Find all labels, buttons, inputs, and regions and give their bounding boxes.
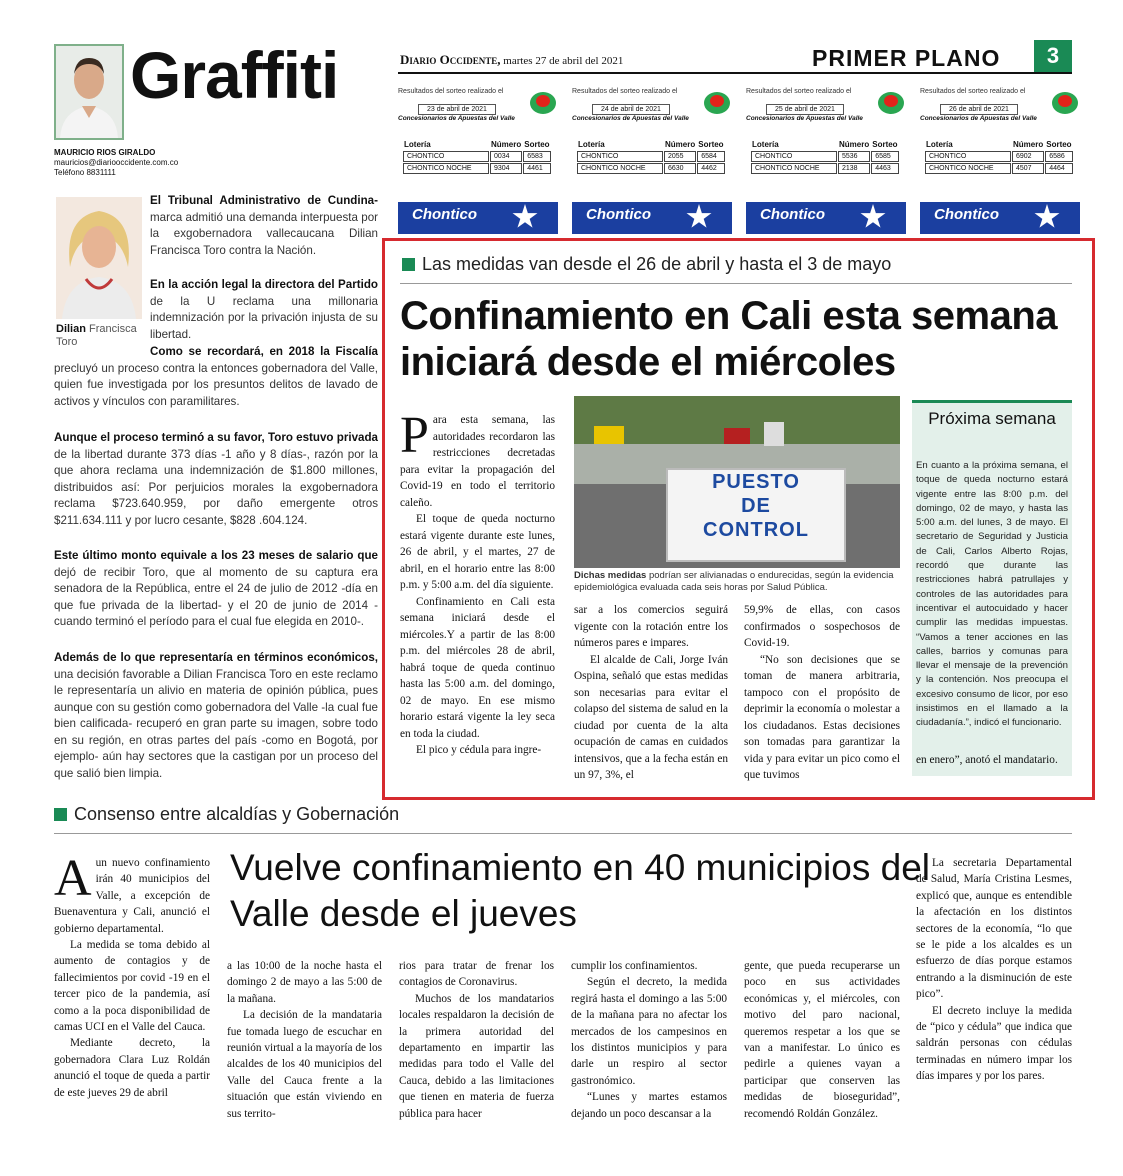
bottom-c4: cumplir los confinamientos. [571, 960, 698, 972]
draw-date: 24 de abril de 2021 [592, 104, 670, 115]
feature-column-4-end: en enero”, anotó el mandatario. [916, 754, 1058, 766]
feature-c3-p2: “No son decisiones que se toman de manera arbitraria, tampoco con el propósito de deprimir la economía o molestar a los ciudadanos. Estas decisiones son tomadas para garantizar la vida y para evitar un pico como el que tuvimos [744, 653, 900, 781]
lottery-name: CHONTICO NOCHE [403, 163, 489, 174]
lottery-draw: 4463 [871, 163, 898, 174]
lottery-row [751, 163, 899, 174]
brand-name: Chontico [934, 206, 999, 223]
lottery-draw: 6583 [523, 151, 550, 162]
chontico-banner [746, 202, 906, 234]
feature-headline: Confinamiento en Cali esta semana iniciará desde el miércoles [400, 294, 1058, 384]
chontico-banner [572, 202, 732, 234]
sign-line-2: DE [741, 495, 771, 517]
col-loteria: Lotería [926, 140, 953, 149]
lottery-number: 2055 [664, 151, 696, 162]
column-title: Graffiti [130, 38, 339, 112]
paper-name: Diario Occidente, [400, 52, 501, 67]
feature-c1-p4: El pico y cédula para ingre- [416, 744, 542, 756]
col-numero: Número [1013, 140, 1044, 149]
brand-name: Chontico [586, 206, 651, 223]
bottom-c5: gente, que pueda recuperarse un poco en sus actividades económicas y, el miércoles, con motivo del paro nacional, queremos respetar a los que se van a manifestar. Lo único es pedirle a quienes vayan a participar que conserven las medidas de bioseguridad”, recomendó Roldán González. [744, 960, 900, 1120]
caption-lead: Dichas medidas [574, 570, 647, 581]
chontico-banner [920, 202, 1080, 234]
bottom-c3: rios para tratar de frenar los contagios de Coronavirus. [399, 960, 554, 989]
lottery-number: 0034 [490, 151, 522, 162]
col-numero: Número [491, 140, 522, 149]
feature-kicker [402, 254, 891, 275]
green-square-icon [54, 808, 67, 821]
p1-rest: marca admitió una demanda interpuesta por la exgobernadora vallecaucana Dilian Francisca Toro contra la Nación. [150, 210, 378, 257]
lottery-row [403, 163, 551, 174]
juegos-logo-icon [704, 92, 730, 114]
lottery-row [577, 151, 725, 162]
bottom-c4-p2: Según el decreto, la medida regirá hasta el domingo a las 5:00 de la mañana para no afectar los mercados de los campesinos en los distintos municipios y para darle un respiro al sector gastronómico. [571, 976, 727, 1087]
bottom-c1-p1: un nuevo confinamiento irán 40 municipios del Valle, a excepción de Buenaventura y Cali, anunció el gobierno departamental. [54, 857, 210, 935]
dropcap: P [400, 407, 429, 464]
column-paragraph-3 [54, 344, 378, 410]
p2-lead: En la acción legal la directora del Partido [150, 278, 378, 291]
lottery-number: 6902 [1012, 151, 1044, 162]
concession-label: Concesionarios de Apuestas del Valle [746, 115, 863, 122]
p1-lead: El Tribunal Administrativo de Cundina- [150, 194, 378, 207]
results-label: Resultados del sorteo realizado el [746, 88, 852, 95]
column-paragraph-4 [54, 430, 378, 529]
juegos-logo-icon [530, 92, 556, 114]
juegos-logo-icon [878, 92, 904, 114]
p3-lead: Como se recordará, en 2018 la Fiscalía [150, 345, 378, 358]
sign-line-1: PUESTO [712, 471, 800, 493]
lottery-number: 9304 [490, 163, 522, 174]
bottom-c2-p2: La decisión de la mandataria fue tomada luego de escuchar en reunión virtual a la mayoría de los alcaldes de los 40 municipios del Valle del Cauca frente a la situación que están viviendo en sus territo- [227, 1009, 382, 1120]
feature-c2-p1: sar a los comercios seguirá vigente con la rotación entre los números pares e impares. [574, 604, 728, 649]
p5-lead: Este último monto equivale a los 23 meses de salario que [54, 549, 378, 562]
green-square-icon [402, 258, 415, 271]
col-loteria: Lotería [404, 140, 431, 149]
feature-column-1 [400, 407, 555, 759]
column-paragraph-1 [150, 193, 378, 259]
feature-column-2 [574, 602, 728, 784]
p2-rest: de la U reclama una millonaria indemnización por la privación injusta de su libertad. [150, 294, 378, 341]
star-icon [686, 204, 712, 230]
column-paragraph-6 [54, 650, 378, 782]
lottery-number: 2138 [838, 163, 870, 174]
header-rule [398, 72, 1072, 74]
star-icon [860, 204, 886, 230]
bottom-c6-p2: El decreto incluye la medida de “pico y cédula” que indica que saldrán personas con cédulas terminadas en número impar los días impares y por los pares. [916, 1004, 1072, 1083]
lottery-card [398, 88, 558, 238]
dropcap: A [54, 850, 92, 907]
lottery-name: CHONTICO [925, 151, 1011, 162]
date-text: martes 27 de abril del 2021 [500, 55, 624, 67]
caption-rest: Francisca Toro [56, 323, 137, 348]
col-loteria: Lotería [578, 140, 605, 149]
author-phone: Teléfono 8831111 [54, 168, 116, 177]
lottery-row [925, 151, 1073, 162]
brand-name: Chontico [760, 206, 825, 223]
bottom-c6-p1: La secretaria Departamental de Salud, María Cristina Lesmes, explicó que, aunque es entendible la afectación en los distintos sectores de la economía, “lo que se le pide a los alcaldes es un esfuerzo de días porque estamos entrando a la disminución de este pico”. [916, 857, 1072, 1001]
lottery-row [925, 163, 1073, 174]
caption-rest: podrían ser alivianadas o endurecidas, según la evidencia epidemiológica evaluada cada seis horas por Salud Pública. [574, 570, 894, 593]
col-sorteo: Sorteo [524, 140, 550, 149]
lottery-draw: 4462 [697, 163, 724, 174]
lottery-number: 6630 [664, 163, 696, 174]
p4-lead: Aunque el proceso terminó a su favor, Toro estuvo privada [54, 431, 378, 444]
feature-c3-p1: 59,9% de ellas, con casos confirmados o sospechosos de Covid-19. [744, 604, 900, 649]
draw-date: 25 de abril de 2021 [766, 104, 844, 115]
bottom-column-2 [227, 958, 382, 1122]
col-numero: Número [839, 140, 870, 149]
feature-column-3 [744, 602, 900, 784]
bottom-c1-p3: Mediante decreto, la gobernadora Clara Luz Roldán anunció el toque de queda a partir de este jueves 29 de abril [54, 1037, 210, 1099]
p5-rest: dejó de recibir Toro, que al momento de su captura era senadora de la República, entre el 24 de julio de 2012 -día en que fue privada de la libertad- y el 20 de junio de 2014 -cuando terminó el período para el cual fue elegida en 2010-. [54, 565, 378, 628]
col-numero: Número [665, 140, 696, 149]
lottery-draw: 6584 [697, 151, 724, 162]
lottery-table [924, 138, 1074, 175]
sidebar-title: Próxima semana [928, 409, 1056, 428]
lottery-row [577, 163, 725, 174]
bottom-c1-p2: La medida se toma debido al aumento de contagios y de fallecimientos por covid -19 en el tercer pico de la pandemia, así como a la poca disponibilidad de camas UCI en el Valle del Cauca. [54, 939, 210, 1034]
bottom-column-4 [571, 958, 727, 1122]
results-label: Resultados del sorteo realizado el [572, 88, 678, 95]
lottery-row [751, 151, 899, 162]
lottery-table [750, 138, 900, 175]
p3-rest: precluyó un proceso contra la entonces gobernadora del Valle, quien fue investigada por los presuntos delitos de lavado de activos y vínculos con paramilitares. [54, 361, 378, 408]
kicker-rule [400, 283, 1072, 284]
draw-date: 26 de abril de 2021 [940, 104, 1018, 115]
lottery-draw: 4461 [523, 163, 550, 174]
sidebar-body: En cuanto a la próxima semana, el toque de queda nocturno estará vigente entre las 8:00 p.m. del domingo, 02 de mayo, y hasta las 5:00 a.m. del lunes, 3 de mayo. El secretario de Seguridad y Justicia de Cali, Carlos Alberto Rojas, recordó que durante las restricciones habrá patrullajes y controles de las autoridades para incentivar el autocuidado y hacer cumplir las medidas impuestas. “Vamos a tener acciones en las calles, barrios y comunas para llevar el mensaje de la prevención y la contención. Nos preocupa el excesivo consumo de licor, por eso insistimos en el llamado a la ciudadanía.”, indicó el funcionario. [916, 460, 1068, 729]
bottom-c3-p2: Muchos de los mandatarios locales respaldaron la decisión de la primera autoridad del departamento en impartir las medidas para todo el Valle del Cauca, debido a las limitaciones que tienen en materia de fuerza pública para hacer [399, 992, 554, 1120]
photo-caption [574, 570, 902, 594]
author-name: MAURICIO RIOS GIRALDO [54, 148, 156, 157]
p4-rest: de la libertad durante 373 días -1 año y 8 días-, razón por la que ahora reclama una indemnización de $1.800 millones, distribuidos así: Por perjuicios morales la exgobernadora reclama $723.640.959, por daño emergente otros $211.634.111 y por lucro cesante, $828 .604.124. [54, 447, 378, 527]
lottery-name: CHONTICO [751, 151, 837, 162]
feature-kicker-text: Las medidas van desde el 26 de abril y hasta el 3 de mayo [422, 254, 892, 274]
lottery-table [576, 138, 726, 175]
bottom-headline: Vuelve confinamiento en 40 municipios del Valle desde el jueves [230, 847, 931, 934]
lottery-table [402, 138, 552, 175]
brand-name: Chontico [412, 206, 477, 223]
section-title: PRIMER PLANO [812, 45, 1001, 71]
lottery-number: 4507 [1012, 163, 1044, 174]
p6-lead: Además de lo que representaría en términos económicos, [54, 651, 378, 664]
star-icon [1034, 204, 1060, 230]
results-label: Resultados del sorteo realizado el [398, 88, 504, 95]
lottery-name: CHONTICO NOCHE [577, 163, 663, 174]
concession-label: Concesionarios de Apuestas del Valle [572, 115, 689, 122]
lottery-name: CHONTICO [577, 151, 663, 162]
bottom-column-6 [916, 855, 1072, 1085]
concession-label: Concesionarios de Apuestas del Valle [398, 115, 515, 122]
lottery-name: CHONTICO NOCHE [751, 163, 837, 174]
lottery-draw: 6586 [1045, 151, 1072, 162]
caption-first-name: Dilian [56, 323, 86, 335]
p6-rest: una decisión favorable a Dilian Francisca Toro en este reclamo le representaría un alivio en materia de opinión pública, pues aunque con su gestión como gobernadora del Valle -la cual fue bien calificada- recuperó en gran parte su imagen, sobre todo en su región, en otras partes del país -como en Bogotá, por ejemplo- aún hay sectores que la castigan por un proceso del que salió bien limpia. [54, 667, 378, 780]
chontico-banner [398, 202, 558, 234]
bottom-c4-p3: “Lunes y martes estamos dejando un poco descansar a la [571, 1091, 727, 1120]
col-sorteo: Sorteo [1046, 140, 1072, 149]
page-number: 3 [1034, 40, 1072, 72]
lottery-draw: 4464 [1045, 163, 1072, 174]
author-info [54, 148, 178, 178]
bottom-kicker [54, 804, 399, 825]
lottery-row [403, 151, 551, 162]
bottom-column-1 [54, 850, 210, 1101]
bottom-kicker-rule [54, 833, 1072, 834]
column-paragraph-5 [54, 548, 378, 631]
lottery-card [746, 88, 906, 238]
bottom-column-5 [744, 958, 900, 1122]
column-paragraph-2 [150, 277, 378, 343]
feature-c1-p1: ara esta semana, las autoridades recordaron las restricciones decretadas para evitar la propagación del Covid-19 en todo el territorio caleño. [400, 414, 555, 509]
col-sorteo: Sorteo [698, 140, 724, 149]
feature-c1-p3: Confinamiento en Cali esta semana iniciará desde el miércoles.Y a partir de las 8:00 p.m. del miércoles 28 de abril, habrá toque de queda continuo hasta las 5:00 a.m. del domingo, 02 de mayo. En ese mismo horario estará vigente la ley seca en toda la ciudad. [400, 595, 555, 740]
checkpoint-photo [574, 396, 900, 568]
feature-c1-p2: El toque de queda nocturno estará vigente durante este lunes, 26 de abril, y el martes, 27 de abril, en el horario entre las 8:00 p.m. y 5:00 a.m. del día siguiente. [400, 513, 555, 591]
results-label: Resultados del sorteo realizado el [920, 88, 1026, 95]
col-loteria: Lotería [752, 140, 779, 149]
author-email: mauricios@diariooccidente.com.co [54, 158, 179, 167]
star-icon [512, 204, 538, 230]
lottery-draw: 6585 [871, 151, 898, 162]
col-sorteo: Sorteo [872, 140, 898, 149]
feature-c2-p2: El alcalde de Cali, Jorge Iván Ospina, señaló que estas medidas son necesarias para evitar el colapso del sistema de salud en la ciudad por cuenta de la alta ocupación de camas en cuidados intensivos, que a la fecha están en un 97, 3%, el [574, 653, 728, 781]
lottery-number: 5536 [838, 151, 870, 162]
bottom-column-3 [399, 958, 554, 1122]
sign-line-3: CONTROL [703, 519, 809, 541]
sidebar-rule [912, 400, 1072, 403]
bottom-kicker-text: Consenso entre alcaldías y Gobernación [74, 804, 400, 824]
juegos-logo-icon [1052, 92, 1078, 114]
page-date [400, 52, 623, 68]
bottom-c2: a las 10:00 de la noche hasta el domingo 2 de mayo a las 5:00 de la mañana. [227, 960, 382, 1005]
control-sign [666, 468, 846, 562]
lottery-name: CHONTICO NOCHE [925, 163, 1011, 174]
concession-label: Concesionarios de Apuestas del Valle [920, 115, 1037, 122]
draw-date: 23 de abril de 2021 [418, 104, 496, 115]
author-photo [54, 44, 124, 140]
lottery-name: CHONTICO [403, 151, 489, 162]
lottery-card [920, 88, 1080, 238]
dilian-photo [56, 197, 142, 319]
lottery-card [572, 88, 732, 238]
